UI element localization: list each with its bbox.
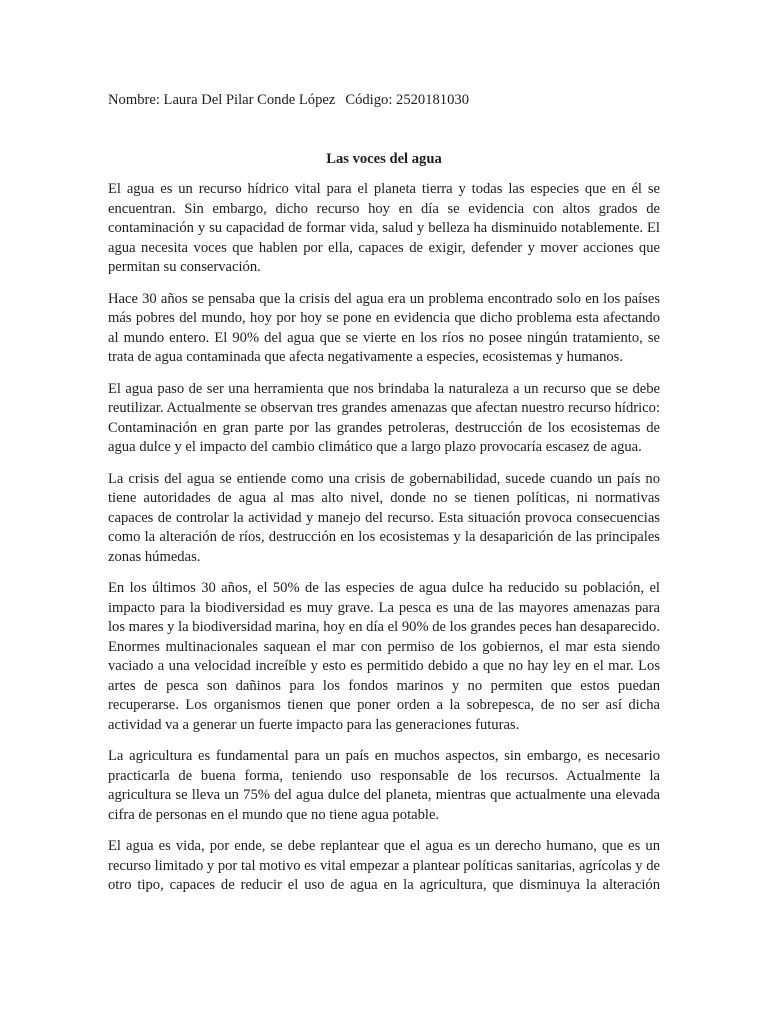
header-line <box>108 91 668 111</box>
paragraph-2: Hace 30 años se pensaba que la crisis del agua era un problema encontrado solo en los países más pobres del mundo, hoy por hoy se pone en evidencia que dicho problema esta afectando al mundo entero. El 90% del agua que se vierte en los ríos no posee ningún tratamiento, se trata de agua contaminada que afecta negativamente a especies, ecosistemas y humanos. <box>108 290 660 365</box>
student-code: Código: 2520181030 <box>345 92 469 108</box>
paragraph-7: El agua es vida, por ende, se debe replantear que el agua es un derecho humano, que es un recurso limitado y por tal motivo es vital empezar a plantear políticas sanitarias, agrícolas y de otro tipo, capaces de reducir el uso de agua en la agricultura, que disminuya la alteración <box>108 838 660 893</box>
paragraph-5: En los últimos 30 años, el 50% de las especies de agua dulce ha reducido su población, el impacto para la biodiversidad es muy grave. La pesca es una de las mayores amenazas para los mares y la biodiversidad marina, hoy en día el 90% de los grandes peces han desaparecido. Enormes multinacionales saquean el mar con permiso de los gobiernos, el mar esta siendo vaciado a una velocidad increíble y esto es permitido debido a que no hay ley en el mar. Los artes de pesca son dañinos para los fondos marinos y no permiten que estos puedan recuperarse. Los organismos tienen que poner orden a la sobrepesca, de no ser así dicha actividad va a generar un fuerte impacto para las generaciones futuras. <box>108 580 660 733</box>
paragraph-4: La crisis del agua se entiende como una crisis de gobernabilidad, sucede cuando un país no tiene autoridades de agua al mas alto nivel, donde no se tienen políticas, ni normativas capaces de controlar la actividad y manejo del recurso. Esta situación provoca consecuencias como la alteración de ríos, destrucción en los ecosistemas y la desaparición de las principales zonas húmedas. <box>108 470 660 565</box>
paragraph-3: El agua paso de ser una herramienta que nos brindaba la naturaleza a un recurso que se debe reutilizar. Actualmente se observan tres grandes amenazas que afectan nuestro recurso hídrico: Contaminación en gran parte por las grandes petroleras, destrucción de los ecosistemas de agua dulce y el impacto del cambio climático que a largo plazo provocaría escasez de agua. <box>108 380 660 455</box>
document-body <box>108 180 660 908</box>
author-name: Nombre: Laura Del Pilar Conde López <box>108 92 336 108</box>
document-title: Las voces del agua <box>326 151 442 167</box>
paragraph-6: La agricultura es fundamental para un país en muchos aspectos, sin embargo, es necesario practicarla de buena forma, teniendo uso responsable de los recursos. Actualmente la agricultura se lleva un 75% del agua dulce del planeta, mientras que actualmente una elevada cifra de personas en el mundo que no tiene agua potable. <box>108 748 660 823</box>
paragraph-1: El agua es un recurso hídrico vital para el planeta tierra y todas las especies que en él se encuentran. Sin embargo, dicho recurso hoy en día se evidencia con altos grados de contaminación y su capacidad de formar vida, salud y belleza ha disminuido notablemente. El agua necesita voces que hablen por ella, capaces de exigir, defender y mover acciones que permitan su conservación. <box>108 181 660 275</box>
